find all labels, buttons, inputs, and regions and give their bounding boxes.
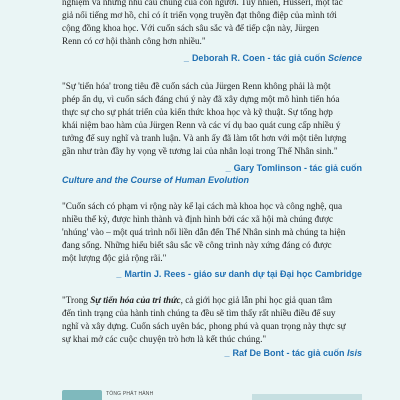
quote-debont: [62, 294, 362, 346]
quote-line: khái niệm bao hàm của Jürgen Renn và các ví dụ bao quát cung cấp nhiều ý: [62, 120, 341, 131]
attribution-work: Science: [327, 53, 362, 63]
quote-line: tưởng để suy nghĩ và tranh luận. Và anh ấy đã làm tốt hơn với một tiên lượng: [62, 133, 347, 144]
publisher-footer: [62, 386, 362, 400]
quote-line: nghĩ và xây dựng. Cuốn sách uyên bác, phong phú và quan trọng này thực sự: [62, 321, 346, 332]
quote-line: "Cuốn sách có phạm vi rộng này kể lại cách mà khoa học và công nghệ, qua: [62, 201, 343, 211]
quote-line: nghiệm và những nhu cầu chung của con người. Tuy nhiên, Husserl, một tác: [62, 0, 343, 7]
quote-line: phép ẩn dụ, vì cuốn sách đáng chú ý này đã xây dựng một mô hình tiến hóa: [62, 94, 340, 105]
attribution-debont: _ Raf De Bont - tác giả cuốn Isis: [224, 348, 362, 358]
attribution-tomlinson-work: Culture and the Course of Human Evolution: [62, 175, 250, 185]
quote-line: một lượng độc giả rộng rãi.": [62, 253, 167, 264]
quote-line: cộng đồng khoa học. Với cuốn sách sâu sắc và để tiếp cận này, Jürgen: [62, 23, 320, 34]
attribution-tomlinson: _ Gary Tomlinson - tác giả cuốn: [225, 163, 362, 173]
publisher-logo: [62, 390, 102, 400]
attribution-name: Deborah R. Coen - tác giả cuốn: [191, 53, 326, 63]
quote-line: đang sống. Những hiểu biết sâu sắc về công trình này xứng đáng có được: [62, 240, 332, 251]
quote-line: đến tình trạng của hành tinh chúng ta đều sẽ tìm thấy rất nhiều điều để suy: [62, 308, 336, 319]
book-title: Sự tiến hóa của tri thức: [90, 295, 181, 305]
attribution-coen: _ Deborah R. Coen - tác giả cuốn Science: [183, 53, 362, 63]
quote-line: thực sự cho sự phát triển của kiến thức khoa học và kỹ thuật. Sự tổng hợp: [62, 107, 333, 118]
quote-line: "Sự 'tiến hóa' trong tiêu đề cuốn sách của Jürgen Renn không phải là một: [62, 81, 331, 91]
attribution-work: Isis: [346, 348, 362, 358]
quote-prefix: "Trong: [62, 295, 91, 305]
footer-bar: [252, 394, 362, 400]
quote-line: gần như tràn đầy hy vọng về tương lai của nhân loại trong Thế Nhân sinh.": [62, 146, 338, 157]
quote-tomlinson: [62, 80, 362, 159]
quote-line: sự khai mở các cuộc chuyện trò hơn là kết thúc chúng.": [62, 334, 267, 345]
quote-line: nhiều thế kỷ, được hình thành và định hình bởi các xã hội mà chúng được: [62, 214, 334, 225]
quote-rees: [62, 200, 362, 265]
quote-line: giả nổi tiếng mơ hồ, chỉ có ít triển vọng truyền đạt thông điệp của mình tới: [62, 10, 337, 21]
quote-coen: [62, 0, 362, 48]
attribution-name: Martin J. Rees - giáo sư danh dự tại Đại học Cambridge: [124, 269, 362, 279]
quote-line: Renn có cơ hội thành công hơn nhiều.": [62, 36, 206, 47]
quote-line: 'nhúng' vào – một quá trình nối liền dẫn đến Thế Nhân sinh mà chúng ta hiện: [62, 227, 346, 238]
quote-first-rest: , cả giới học giả lẫn phi học giả quan tâm: [180, 295, 333, 305]
attribution-name: Raf De Bont - tác giả cuốn: [232, 348, 345, 358]
attribution-rees: _ Martin J. Rees - giáo sư danh dự tại Đại học Cambridge: [116, 269, 362, 279]
publisher-label: TỔNG PHÁT HÀNH: [106, 391, 154, 397]
quote-line-first: [62, 295, 332, 305]
attribution-name: Gary Tomlinson - tác giả cuốn: [233, 163, 362, 173]
